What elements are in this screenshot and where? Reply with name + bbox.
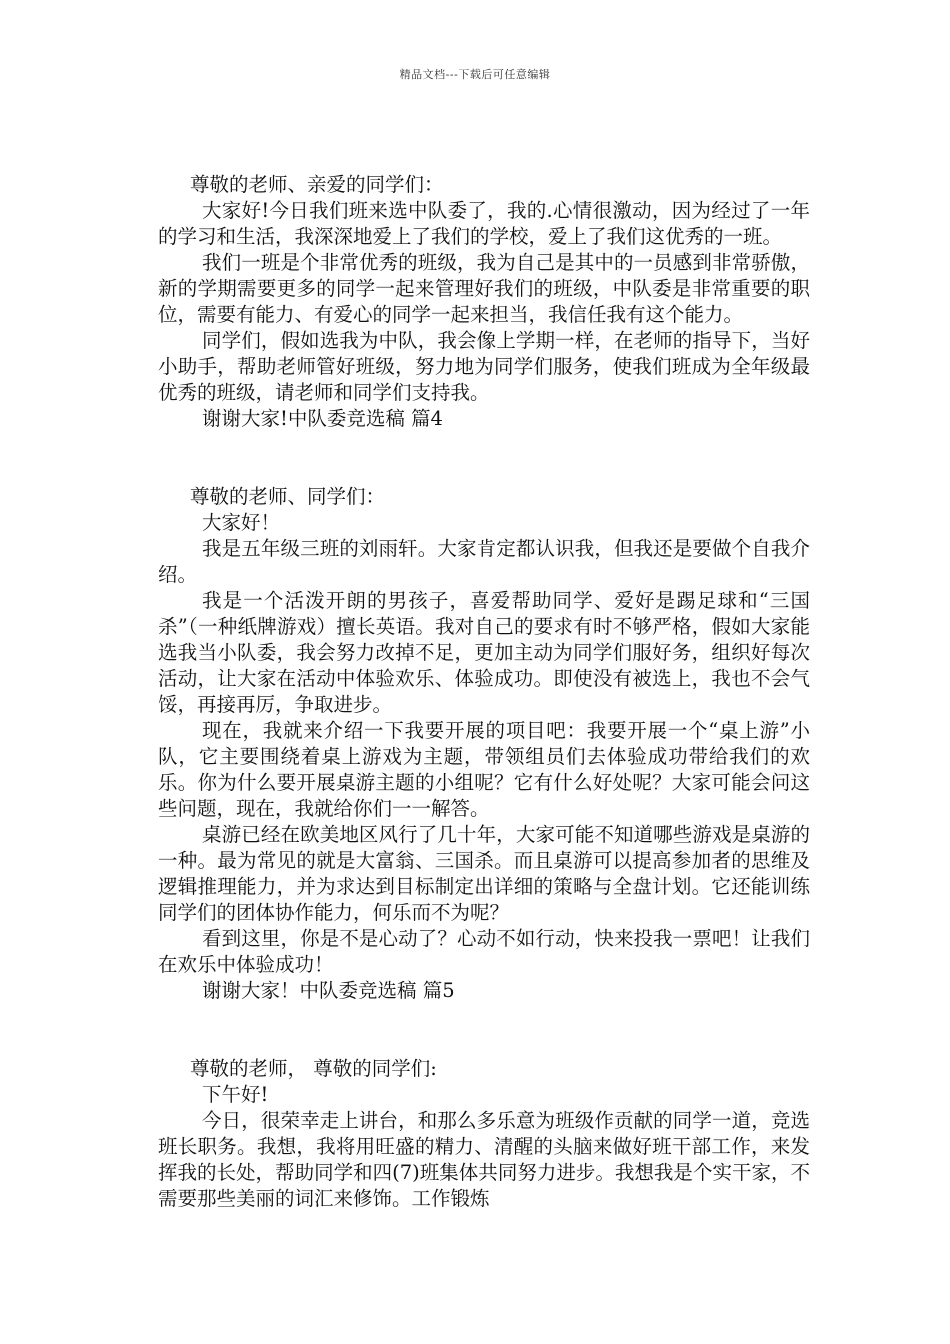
paragraph: 我们一班是个非常优秀的班级，我为自己是其中的一员感到非常骄傲，新的学期需要更多的同学一起来管理好我们的班级，中队委是非常重要的职位，需要有能力、有爱心的同学一起来担当，我信任我有这个能力。 bbox=[158, 251, 810, 326]
section-gap bbox=[158, 432, 810, 484]
section-gap bbox=[158, 1004, 810, 1056]
salutation: 尊敬的老师， 尊敬的同学们: bbox=[190, 1057, 437, 1080]
paragraph: 今日，很荣幸走上讲台，和那么多乐意为班级作贡献的同学一道，竞选班长职务。我想，我将用旺盛的精力、清醒的头脑来做好班干部工作，来发挥我的长处，帮助同学和四(7)班集体共同努力进步。我想我是个实干家，不需要那些美丽的词汇来修饰。工作锻炼 bbox=[158, 1109, 810, 1210]
page-header: 精品文档---下载后可任意编辑 bbox=[399, 68, 551, 81]
salutation: 尊敬的老师、亲爱的同学们： bbox=[190, 173, 444, 196]
paragraph: 看到这里，你是不是心动了？心动不如行动，快来投我一票吧！让我们在欢乐中体验成功！ bbox=[158, 927, 810, 976]
paragraph: 我是一个活泼开朗的男孩子，喜爱帮助同学、爱好是踢足球和“三国杀”（一种纸牌游戏）擅长英语。我对自己的要求有时不够严格，假如大家能选我当小队委，我会努力改掉不足，更加主动为同学们服好务，组织好每次活动，让大家在活动中体验欢乐、体验成功。即使没有被选上，我也不会气馁，再接再厉，争取进步。 bbox=[158, 589, 810, 716]
paragraph: 桌游已经在欧美地区风行了几十年，大家可能不知道哪些游戏是桌游的一种。最为常见的就是大富翁、三国杀。而且桌游可以提高参加者的思维及逻辑推理能力，并为求达到目标制定出详细的策略与全盘计划。它还能训练同学们的团体协作能力，何乐而不为呢？ bbox=[158, 823, 810, 924]
paragraph: 同学们，假如选我为中队，我会像上学期一样，在老师的指导下，当好小助手，帮助老师管好班级，努力地为同学们服务，使我们班成为全年级最优秀的班级，请老师和同学们支持我。 bbox=[158, 329, 810, 404]
greeting: 下午好! bbox=[202, 1083, 269, 1106]
closing-line: 谢谢大家！中队委竞选稿 篇5 bbox=[202, 979, 455, 1002]
closing-line: 谢谢大家!中队委竞选稿 篇4 bbox=[202, 407, 443, 430]
section-2 bbox=[158, 484, 810, 1004]
paragraph: 我是五年级三班的刘雨轩。大家肯定都认识我，但我还是要做个自我介绍。 bbox=[158, 537, 810, 586]
section-3 bbox=[158, 1056, 810, 1212]
paragraph: 大家好!今日我们班来选中队委了，我的.心情很激动，因为经过了一年的学习和生活，我深深地爱上了我们的学校，爱上了我们这优秀的一班。 bbox=[158, 199, 810, 248]
document-body bbox=[158, 172, 810, 1212]
section-1 bbox=[158, 172, 810, 432]
salutation: 尊敬的老师、同学们： bbox=[190, 485, 386, 508]
greeting: 大家好！ bbox=[202, 511, 281, 534]
paragraph: 现在，我就来介绍一下我要开展的项目吧：我要开展一个“桌上游”小队，它主要围绕着桌上游戏为主题，带领组员们去体验成功带给我们的欢乐。你为什么要开展桌游主题的小组呢？它有什么好处呢？大家可能会问这些问题，现在，我就给你们一一解答。 bbox=[158, 719, 810, 820]
